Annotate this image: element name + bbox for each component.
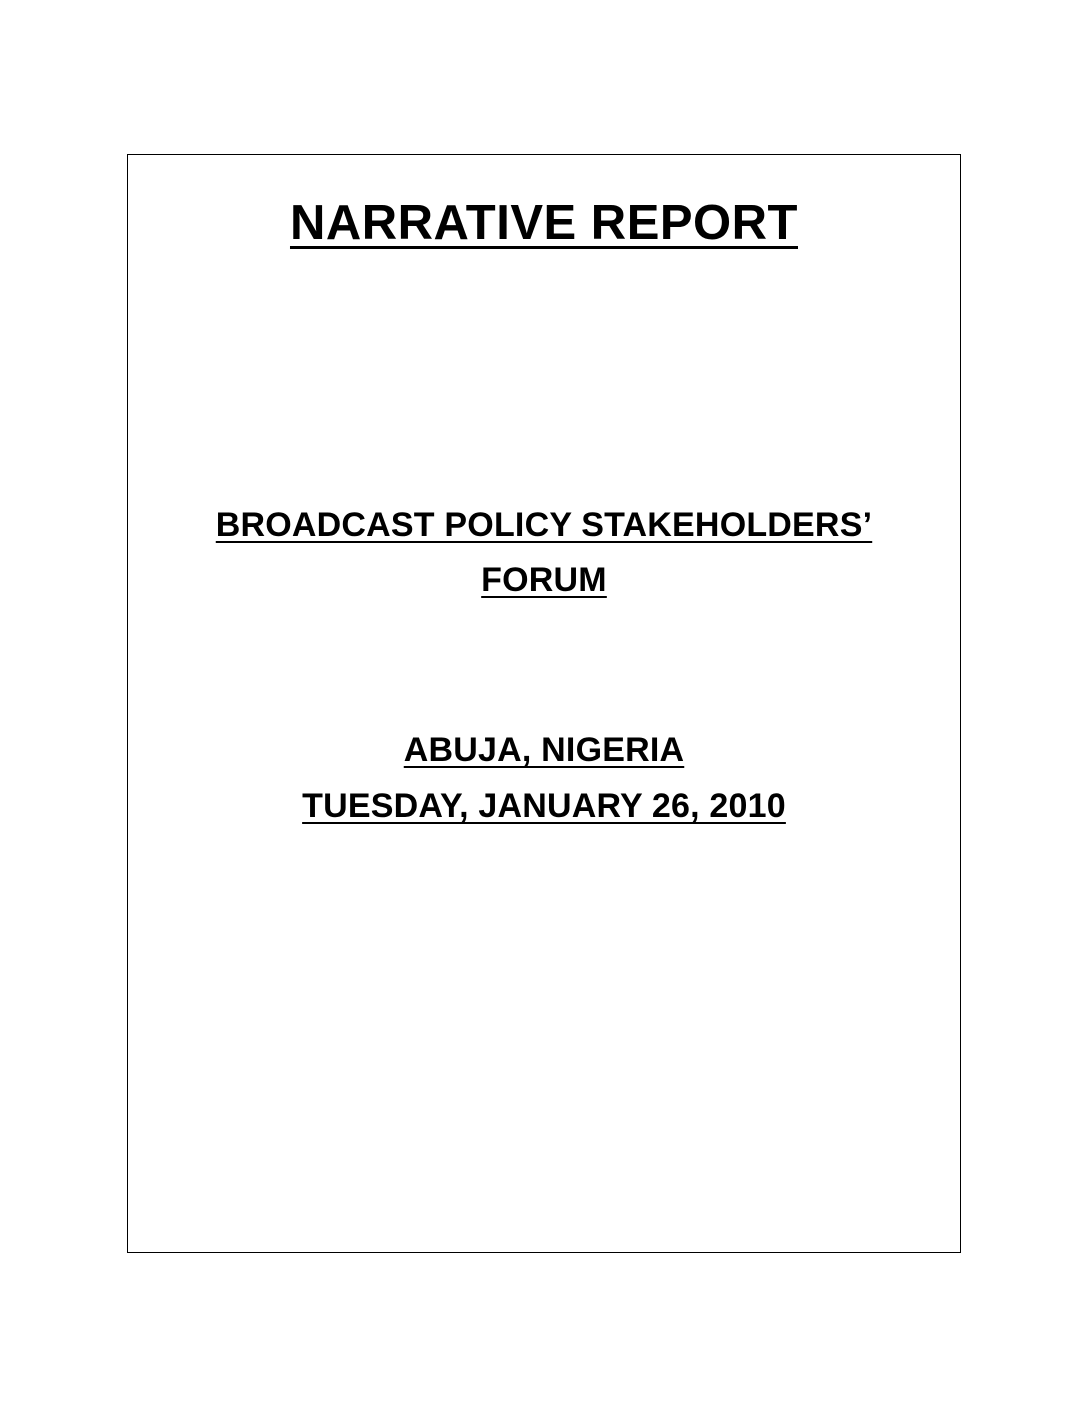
cover-frame [127,154,961,1253]
event-date-text: TUESDAY, JANUARY 26, 2010 [302,787,786,825]
event-location-text: ABUJA, NIGERIA [403,731,685,769]
report-title-text: NARRATIVE REPORT [289,196,798,250]
event-name-line-2 [128,561,960,600]
event-location [128,731,960,770]
event-name-line-2-text: FORUM [481,561,607,599]
report-title [128,195,960,251]
event-name-line-1-text: BROADCAST POLICY STAKEHOLDERS’ [215,506,873,544]
event-name-line-1 [128,506,960,545]
event-date [128,787,960,826]
